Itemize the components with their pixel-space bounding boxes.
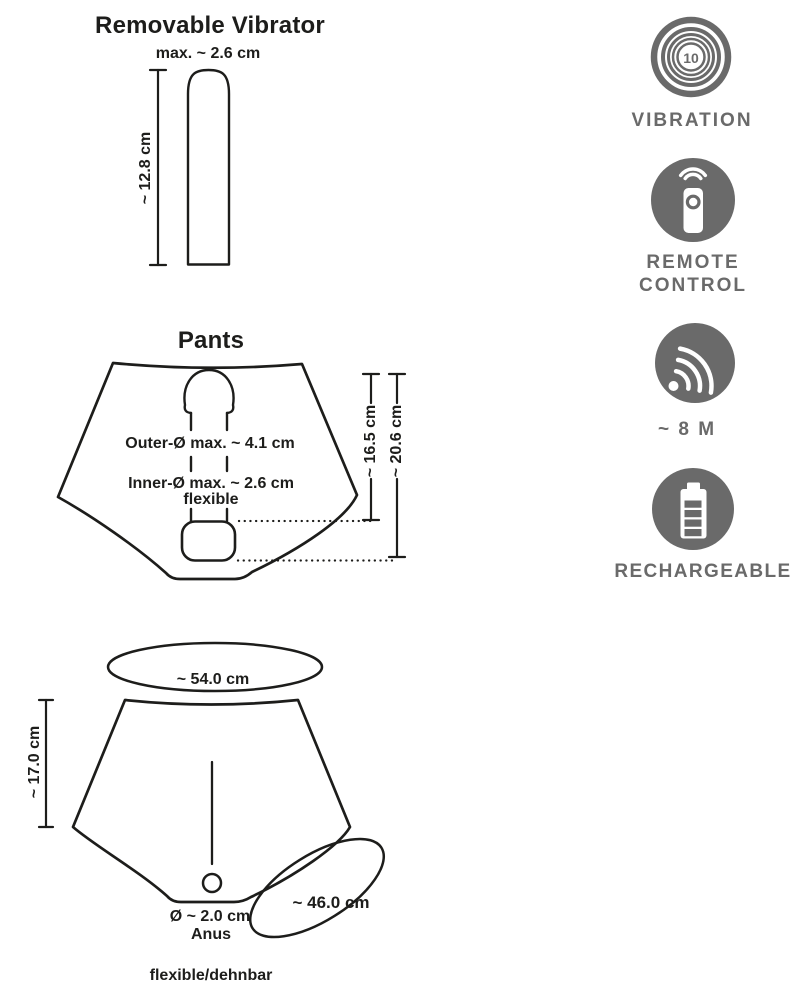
vibrator-title: Removable Vibrator	[95, 12, 325, 39]
inner-height-label: ~ 16.5 cm	[362, 404, 379, 478]
rechargeable-label: RECHARGEABLE	[614, 561, 792, 582]
vibration-icon	[654, 20, 728, 94]
vibrator-length-label: ~ 12.8 cm	[137, 131, 154, 205]
outer-diameter-label: Outer-Ø max. ~ 4.1 cm	[125, 435, 295, 452]
vibration-label: VIBRATION	[631, 110, 753, 131]
pocket-reference-dotted-lines	[238, 521, 397, 561]
dildo-glans-outline	[184, 370, 233, 413]
inner-flexible-label: flexible	[183, 491, 239, 508]
vibrator-diagram	[150, 70, 229, 265]
flexible-stretchable-label: flexible/dehnbar	[149, 967, 273, 984]
vibration-level-text: 10	[683, 50, 699, 66]
pants-outline	[58, 363, 357, 579]
pants-diagram	[58, 363, 405, 579]
vibrator-width-label: max. ~ 2.6 cm	[155, 45, 261, 62]
pants-title: Pants	[177, 327, 245, 354]
signal-range-icon	[655, 323, 735, 403]
remote-control-icon	[651, 158, 735, 242]
rechargeable-icon	[652, 468, 734, 550]
remote-control-label-line2: CONTROL	[639, 275, 747, 296]
anus-opening-circle	[203, 874, 221, 892]
remote-control-label-line1: REMOTE	[646, 252, 740, 273]
outer-height-label: ~ 20.6 cm	[388, 404, 405, 478]
side-height-label: ~ 17.0 cm	[26, 725, 43, 799]
vibrator-pocket-outline	[182, 522, 235, 561]
vibrator-outline	[188, 70, 229, 265]
anus-label: Anus	[191, 926, 231, 943]
waist-circumference-label: ~ 54.0 cm	[176, 671, 250, 688]
anus-diameter-label: Ø ~ 2.0 cm	[169, 908, 251, 925]
range-label: ~ 8 M	[657, 419, 717, 440]
leg-opening-label: ~ 46.0 cm	[292, 893, 370, 912]
leg-opening-ellipse	[235, 820, 399, 957]
inner-diameter-label: Inner-Ø max. ~ 2.6 cm	[128, 475, 294, 492]
